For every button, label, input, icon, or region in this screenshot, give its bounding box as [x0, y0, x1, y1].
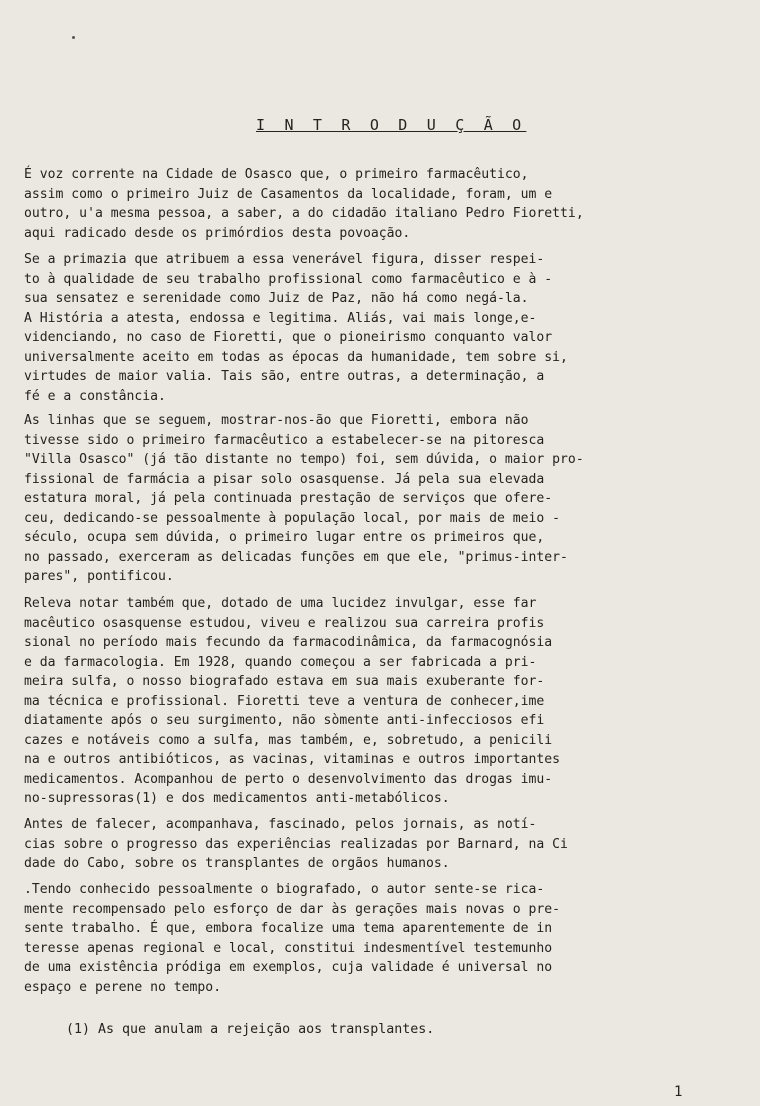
text-line: universalmente aceito em todas as épocas da humanidade, tem sobre si, [24, 349, 568, 365]
paragraph-3 [24, 411, 584, 587]
text-line: As linhas que se seguem, mostrar-nos-ão que Fioretti, embora não [24, 413, 529, 428]
paragraph-6 [24, 880, 560, 997]
text-line: outro, u'a mesma pessoa, a saber, a do cidadão italiano Pedro Fioretti, [24, 206, 584, 221]
text-line: videnciando, no caso de Fioretti, que o pioneirismo conquanto valor [24, 330, 553, 345]
text-line: meira sulfa, o nosso biografado estava em sua mais exuberante for- [24, 674, 545, 689]
text-line: sua sensatez e serenidade como Juiz de Paz, não há como negá-la. [24, 291, 529, 306]
paper-speck [72, 36, 75, 39]
text-line: Se a primazia que atribuem a essa venerável figura, disser respei- [24, 252, 545, 267]
text-line: to à qualidade de seu trabalho profissional como farmacêutico e à - [24, 271, 553, 287]
text-line: dade do Cabo, sobre os transplantes de orgãos humanos. [24, 856, 450, 871]
text-line: mente recompensado pelo esforço de dar às gerações mais novas o pre- [24, 901, 561, 917]
text-line: estatura moral, já pela continuada prestação de serviços que ofere- [24, 491, 553, 506]
text-line: Antes de falecer, acompanhava, fascinado, pelos jornais, as notí- [24, 817, 537, 832]
paragraph-5 [24, 815, 568, 874]
text-line: tivesse sido o primeiro farmacêutico a estabelecer-se na pitoresca [24, 432, 545, 448]
text-line: assim como o primeiro Juiz de Casamentos da localidade, foram, um e [24, 186, 553, 202]
text-line: sional no período mais fecundo da farmacodinâmica, da farmacognósia [24, 635, 553, 650]
text-line: medicamentos. Acompanhou de perto o desenvolvimento das drogas imu- [24, 771, 553, 787]
text-line: virtudes de maior valia. Tais são, entre outras, a determinação, a [24, 369, 545, 384]
page-title: I N T R O D U Ç Ã O [256, 116, 527, 134]
text-line: fissional de farmácia a pisar solo osasquense. Já pela sua elevada [24, 471, 545, 487]
paragraph-4 [24, 594, 560, 809]
text-line: A História a atesta, endossa e legitima. Aliás, vai mais longe,e- [24, 310, 537, 326]
text-line: no-supressoras(1) e dos medicamentos anti-metabólicos. [24, 791, 450, 806]
text-line: Releva notar também que, dotado de uma lucidez invulgar, esse far [24, 596, 537, 611]
paragraph-1 [24, 165, 584, 243]
text-line: diatamente após o seu surgimento, não sòmente anti-infecciosos efi [24, 713, 545, 728]
text-line: no passado, exerceram as delicadas funções em que ele, "primus-inter- [24, 549, 568, 565]
text-line: "Villa Osasco" (já tão distante no tempo) foi, sem dúvida, o maior pro- [24, 452, 584, 467]
text-line: ma técnica e profissional. Fioretti teve a ventura de conhecer,ime [24, 693, 545, 709]
text-line: ceu, dedicando-se pessoalmente à população local, por mais de meio - [24, 510, 561, 526]
text-line: século, ocupa sem dúvida, o primeiro lugar entre os primeiros que, [24, 530, 545, 545]
text-line: fé e a constância. [24, 388, 166, 404]
text-line: cazes e notáveis como a sulfa, mas também, e, sobretudo, a penicili [24, 732, 553, 748]
text-line: macêutico osasquense estudou, viveu e realizou sua carreira profis [24, 615, 545, 631]
text-line: cias sobre o progresso das experiências realizadas por Barnard, na Ci [24, 836, 568, 852]
text-line: teresse apenas regional e local, constitui indesmentível testemunho [24, 940, 553, 956]
text-line: sente trabalho. É que, embora focalize uma tema aparentemente de in [24, 921, 553, 936]
text-line: de uma existência pródiga em exemplos, cuja validade é universal no [24, 960, 553, 975]
paragraph-2 [24, 250, 568, 406]
text-line: pares", pontificou. [24, 569, 174, 584]
text-line: na e outros antibióticos, as vacinas, vitaminas e outros importantes [24, 752, 561, 767]
footnote: (1) As que anulam a rejeição aos transplantes. [66, 1022, 435, 1037]
text-line: espaço e perene no tempo. [24, 979, 222, 995]
text-line: aqui radicado desde os primórdios desta povoação. [24, 225, 411, 241]
text-line: e da farmacologia. Em 1928, quando começou a ser fabricada a pri- [24, 654, 537, 670]
page-number: 1 [674, 1084, 683, 1100]
text-line: .Tendo conhecido pessoalmente o biografado, o autor sente-se rica- [24, 882, 545, 897]
text-line: É voz corrente na Cidade de Osasco que, o primeiro farmacêutico, [24, 167, 529, 182]
